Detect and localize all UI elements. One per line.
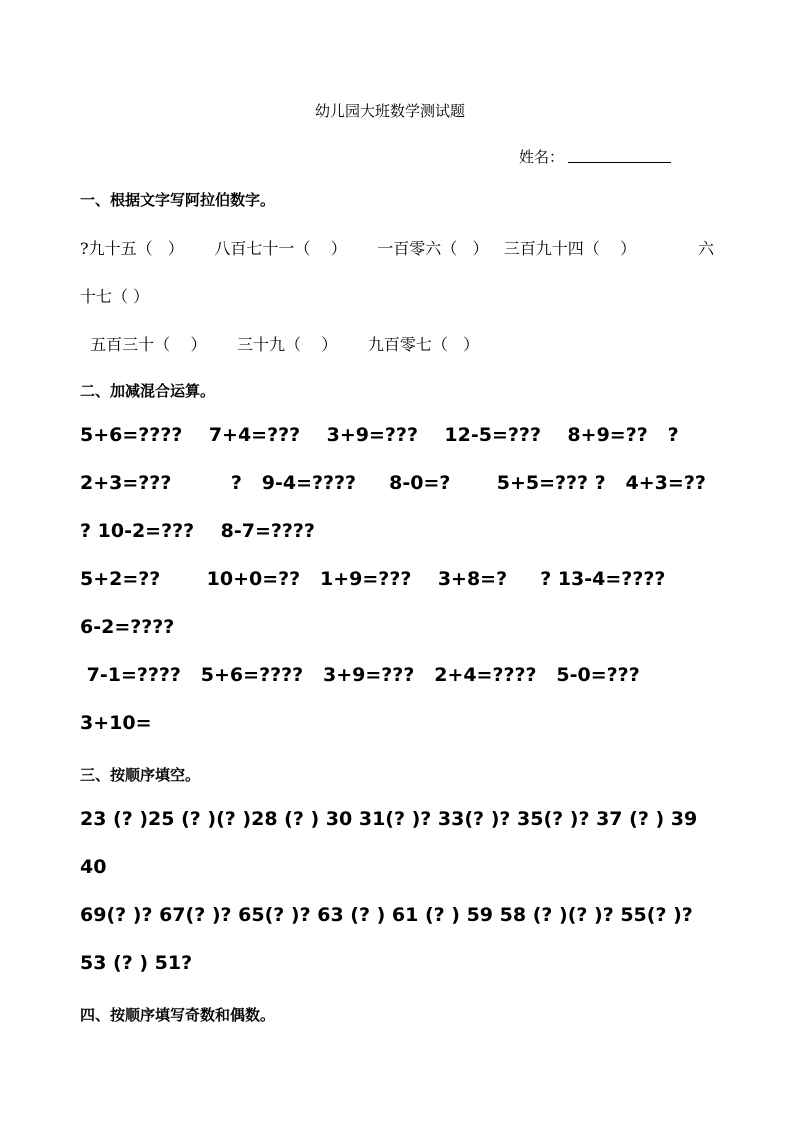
section2-line-6: 7-1=???? 5+6=???? 3+9=??? 2+4=???? 5-0=??? <box>80 664 640 686</box>
section3-line-2: 40 <box>80 856 107 878</box>
section2-line-7: 3+10= <box>80 712 152 734</box>
section2-line-1: 5+6=???? 7+4=??? 3+9=??? 12-5=??? 8+9=?? ? <box>80 424 679 446</box>
section2-line-5: 6-2=???? <box>80 616 175 638</box>
name-blank-line <box>568 162 671 163</box>
section4-heading: 四、按顺序填写奇数和偶数。 <box>80 1006 276 1024</box>
section3-line-4: 53 (? ) 51? <box>80 952 193 974</box>
section2-line-3: ? 10-2=??? 8-7=???? <box>80 520 315 542</box>
section2-heading: 二、加减混合运算。 <box>80 382 216 400</box>
name-label: 姓名： <box>519 148 565 166</box>
section1-row1: ?九十五（ ） 八百七十一（ ） 一百零六（ ） 三百九十四（ ） <box>80 239 637 258</box>
section1-heading: 一、根据文字写阿拉伯数字。 <box>80 191 276 209</box>
section1-row2: 十七（ ） <box>80 287 150 306</box>
page-title: 幼儿园大班数学测试题 <box>315 102 466 120</box>
section3-heading: 三、按顺序填空。 <box>80 766 201 784</box>
section1-row1-tail: 六 <box>698 239 715 258</box>
section1-row3: 五百三十（ ） 三十九（ ） 九百零七（ ） <box>80 335 480 354</box>
section3-line-1: 23 (? )25 (? )(? )28 (? ) 30 31(? )? 33(? )? 35(? )? 37 (? ) 39 <box>80 808 698 830</box>
section3-line-3: 69(? )? 67(? )? 65(? )? 63 (? ) 61 (? ) 59 58 (? )(? )? 55(? )? <box>80 904 693 926</box>
section2-line-2: 2+3=??? ? 9-4=???? 8-0=? 5+5=??? ? 4+3=?? <box>80 472 706 494</box>
section2-line-4: 5+2=?? 10+0=?? 1+9=??? 3+8=? ? 13-4=???? <box>80 568 666 590</box>
